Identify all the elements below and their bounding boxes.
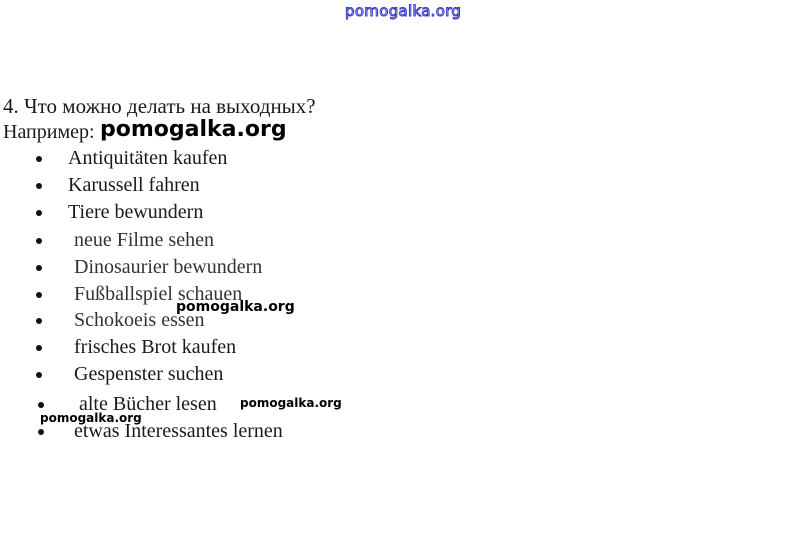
list-item-text: Gespenster suchen: [74, 363, 224, 385]
bullet-icon: [36, 318, 42, 324]
bullet-icon: [38, 429, 44, 435]
watermark-top: pomogalka.org: [345, 2, 462, 20]
bullet-icon: [38, 402, 44, 408]
list-item-text: Tiere bewundern: [68, 201, 204, 223]
bullet-icon: [36, 292, 42, 298]
list-item-text: etwas Interessantes lernen: [74, 420, 283, 442]
list-item-text: Fußballspiel schauen: [74, 283, 243, 305]
example-label: Например:: [3, 121, 95, 143]
bullet-icon: [36, 156, 42, 162]
bullet-icon: [36, 210, 42, 216]
list-item-text: neue Filme sehen: [74, 229, 214, 251]
watermark-large: pomogalka.org: [100, 117, 287, 142]
bullet-icon: [36, 183, 42, 189]
bullet-icon: [36, 265, 42, 271]
task-title: 4. Что можно делать на выходных?: [3, 94, 316, 118]
bullet-icon: [36, 238, 42, 244]
watermark-small-left: pomogalka.org: [40, 411, 142, 425]
watermark-middle: pomogalka.org: [176, 299, 295, 315]
bullet-icon: [36, 372, 42, 378]
list-item-text: Antiquitäten kaufen: [68, 147, 228, 169]
list-item-text: Karussell fahren: [68, 174, 200, 196]
list-item-text: Schokoeis essen: [74, 309, 205, 331]
list-item-text: frisches Brot kaufen: [74, 336, 237, 358]
watermark-small-right: pomogalka.org: [240, 396, 342, 410]
list-item-text: alte Bücher lesen: [79, 393, 217, 415]
list-item-text: Dinosaurier bewundern: [74, 256, 263, 278]
bullet-icon: [36, 345, 42, 351]
